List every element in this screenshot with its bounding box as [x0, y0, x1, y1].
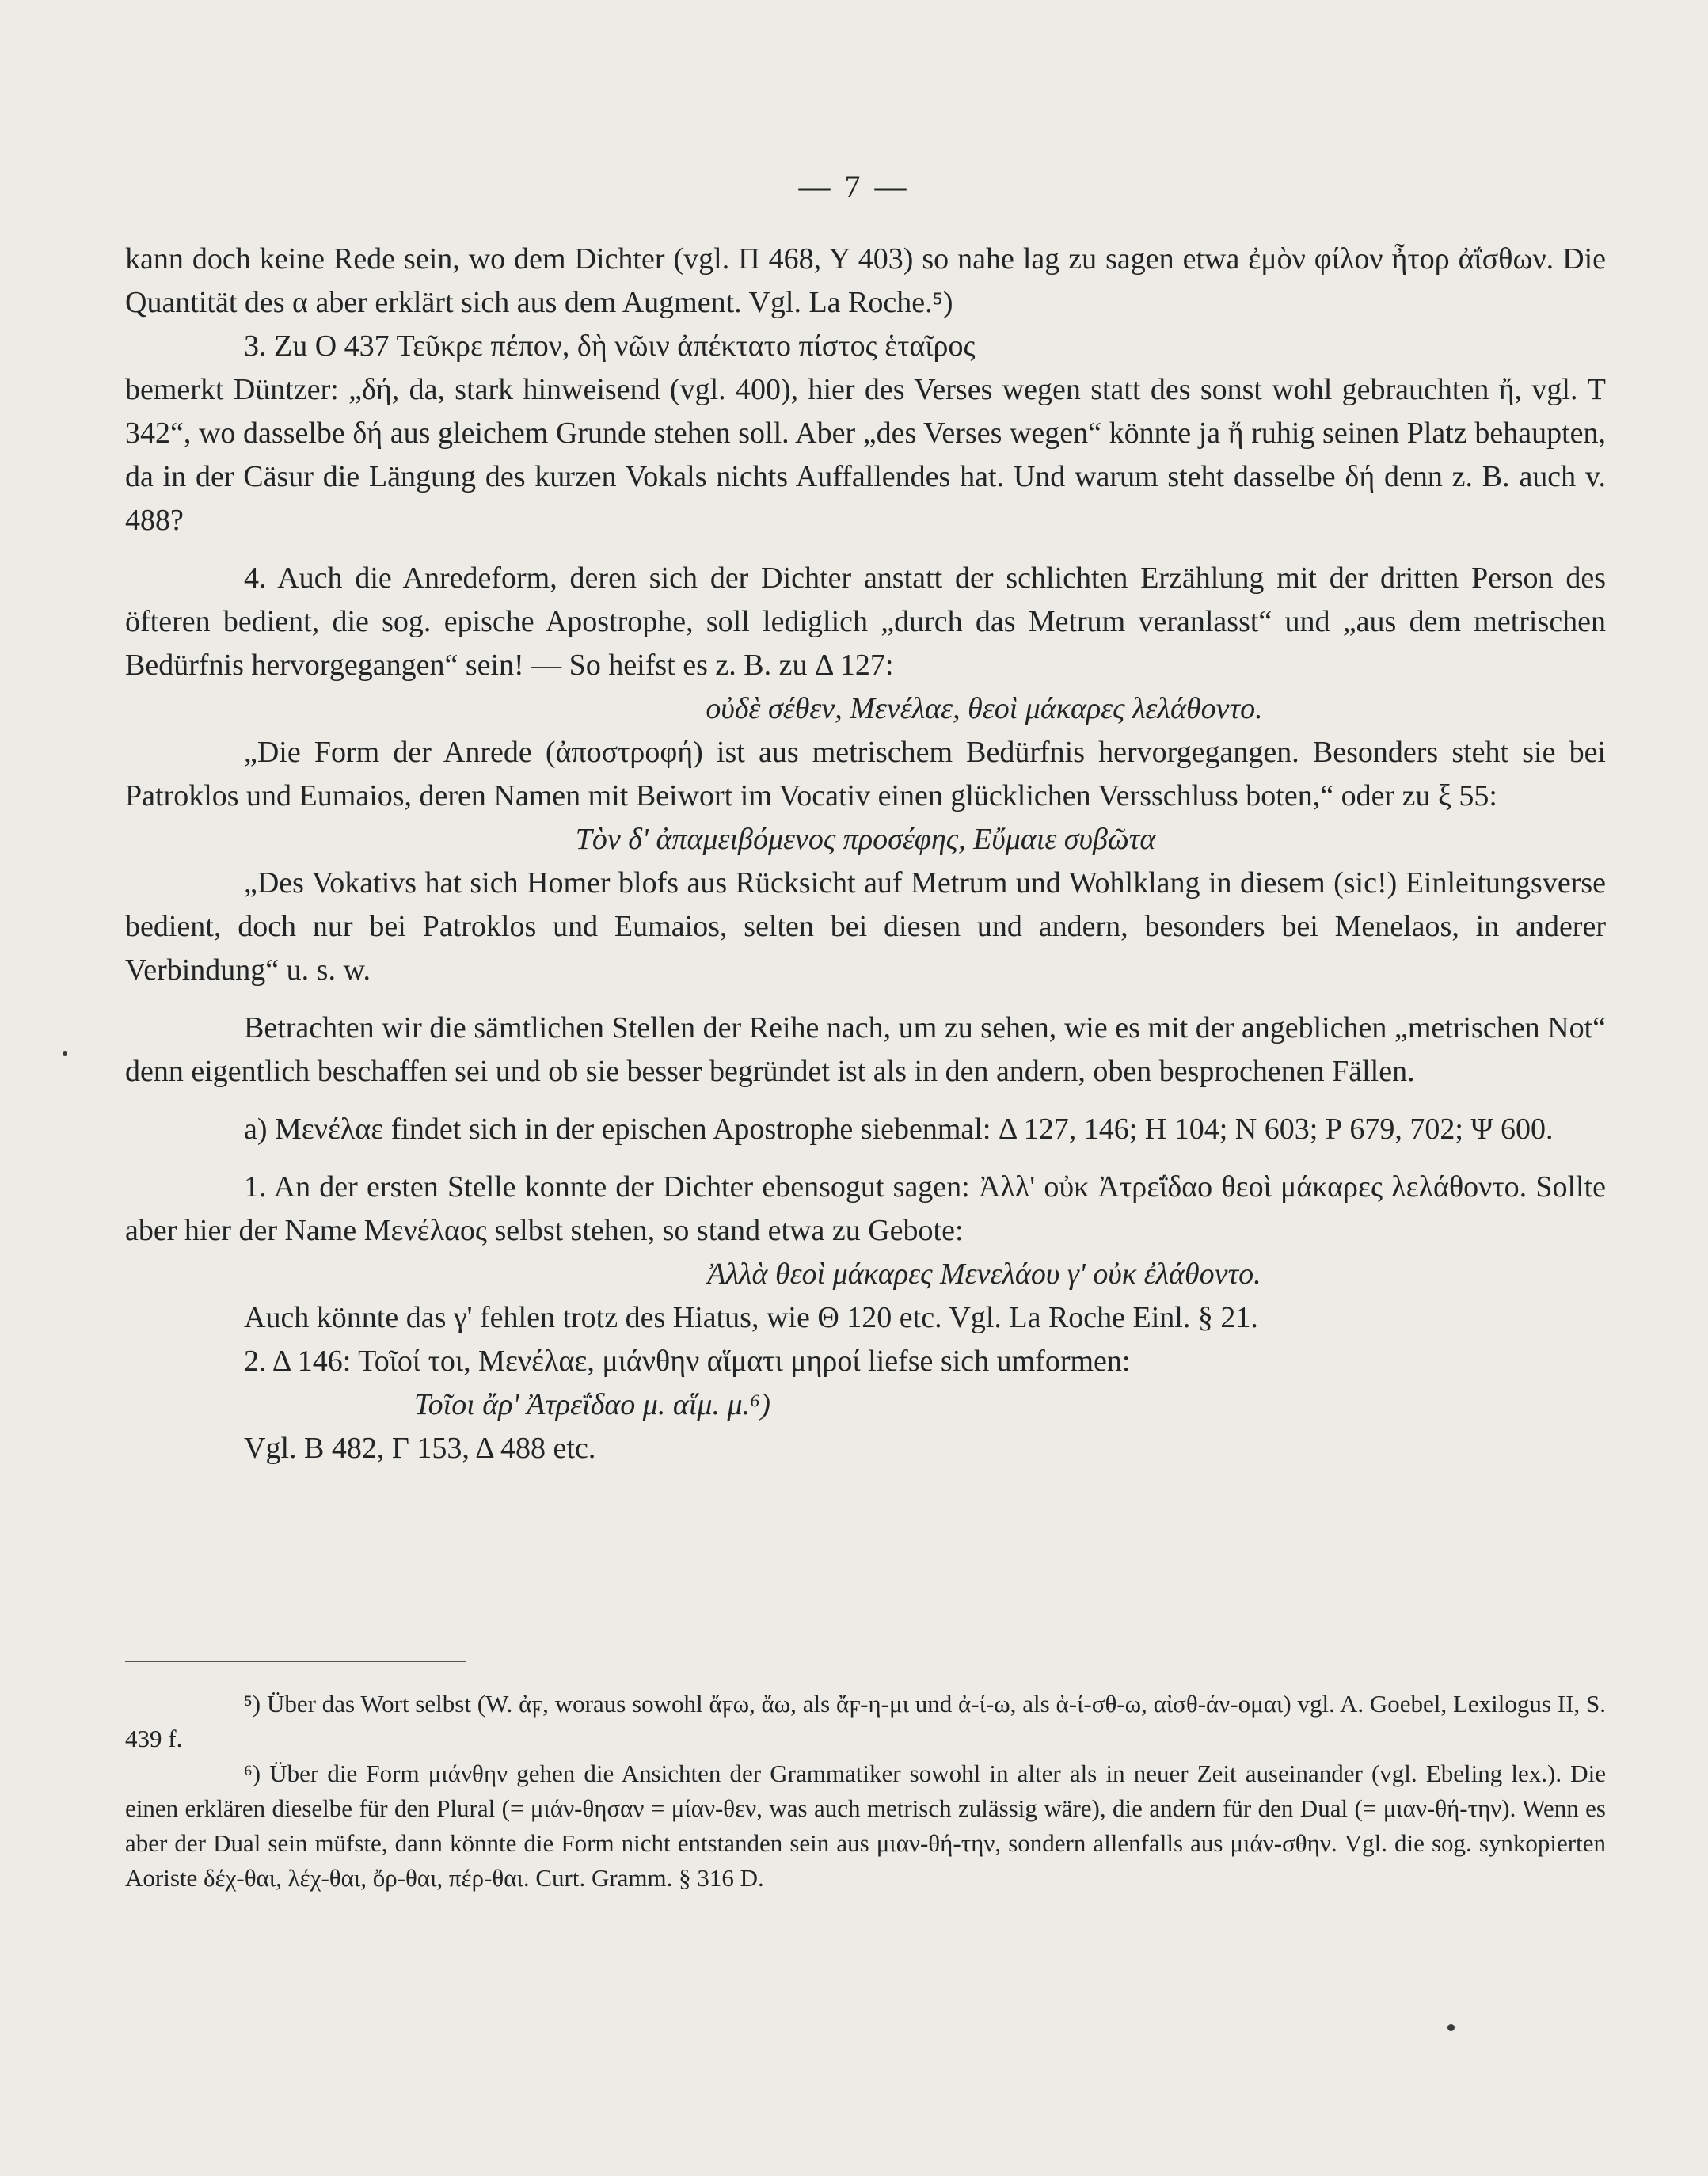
- quote-verse-d127: οὐδὲ σέθεν, Μενέλαε, θεοὶ μάκαρες λελάθοντο.: [706, 692, 1263, 725]
- footnote-5: ⁵) Über das Wort selbst (W. ἀϝ, woraus sowohl ἄϝω, ἄω, als ἄϝ-η-μι und ἀ-ί-ω, als ἀ-ί-σθ-ω, αἰσθ-άν-ομαι) vgl. A. Goebel, Lexilogus II, S. 439 f.: [125, 1690, 1606, 1752]
- page-number: — 7 —: [798, 169, 910, 204]
- quote-verse-alternative: Ἀλλὰ θεοὶ μάκαρες Μενελάου γ' οὐκ ἐλάθοντο.: [707, 1257, 1261, 1291]
- footnotes: [125, 1687, 1606, 1896]
- paragraph-vgl: Vgl. Β 482, Γ 153, Δ 488 etc.: [244, 1432, 596, 1465]
- paragraph-quote-form: „Die Form der Anrede (ἀποστροφή) ist aus metrischem Bedürfnis hervorgegangen. Besonders steht sie bei Patroklos und Eumaios, deren Namen mit Beiwort im Vocativ einen glücklichen Versschluss boten,“ oder zu ξ 55:: [125, 736, 1606, 812]
- scan-speck: [63, 1051, 67, 1056]
- quote-verse-xi55: Τὸν δ' ἀπαμειβόμενος προσέφης, Εὔμαιε συβῶτα: [575, 823, 1156, 856]
- paragraph-item-4: 4. Auch die Anredeform, deren sich der Dichter anstatt der schlichten Erzählung mit der dritten Person des öfteren bedient, die sog. epische Apostrophe, soll lediglich „durch das Metrum veranlasst“ und „aus dem metrischen Bedürfnis hervorgegangen“ sein! — So heifst es z. B. zu Δ 127:: [125, 561, 1606, 682]
- paragraph-item-3: bemerkt Düntzer: „δή, da, stark hinweisend (vgl. 400), hier des Verses wegen statt des sonst wohl gebrauchten ἤ, vgl. Τ 342“, wo dasselbe δή aus gleichem Grunde stehen soll. Aber „des Verses wegen“ könnte ja ἤ ruhig seinen Platz behaupten, da in der Cäsur die Längung des kurzen Vokals nichts Auffallendes hat. Und warum steht dasselbe δή denn z. B. auch v. 488?: [125, 373, 1606, 537]
- paragraph-hiatus: Auch könnte das γ' fehlen trotz des Hiatus, wie Θ 120 etc. Vgl. La Roche Einl. § 21.: [244, 1301, 1258, 1334]
- footnote-6: ⁶) Über die Form μιάνθην gehen die Ansichten der Grammatiker sowohl in alter als in neuer Zeit auseinander (vgl. Ebeling lex.). Die einen erklären dieselbe für den Plural (= μιάν-θησαν = μίαν-θεν, was auch metrisch zulässig wäre), die andern für den Dual (= μιαν-θή-την). Wenn es aber der Dual sein müfste, dann könnte die Form nicht entstanden sein aus μιαν-θή-την, sondern allenfalls aus μιάν-σθην. Vgl. die sog. synkopierten Aoriste δέχ-θαι, λέχ-θαι, ὄρ-θαι, πέρ-θαι. Curt. Gramm. § 316 D.: [125, 1759, 1606, 1892]
- footnote-divider: [125, 1661, 466, 1662]
- quote-verse-umformung: Τοῖοι ἄρ' Ἀτρεΐδαο μ. αἵμ. μ.⁶): [414, 1388, 770, 1421]
- paragraph-betrachten: Betrachten wir die sämtlichen Stellen der Reihe nach, um zu sehen, wie es mit der angeblichen „metrischen Not“ denn eigentlich beschaffen sei und ob sie besser begründet ist als in den andern, oben besprochenen Fällen.: [125, 1011, 1606, 1088]
- scan-speck: [1447, 2024, 1455, 2031]
- paragraph-item-1: 1. An der ersten Stelle konnte der Dichter ebensogut sagen: Ἀλλ' οὐκ Ἀτρεΐδαο θεοὶ μάκαρες λελάθοντο. Sollte aber hier der Name Μενέλαος selbst stehen, so stand etwa zu Gebote:: [125, 1170, 1606, 1247]
- paragraph-item-a: a) Μενέλαε findet sich in der epischen Apostrophe siebenmal: Δ 127, 146; Η 104; Ν 603; Ρ 679, 702; Ψ 600.: [244, 1113, 1554, 1146]
- paragraph-item-2: 2. Δ 146: Τοῖοί τοι, Μενέλαε, μιάνθην αἵματι μηροί liefse sich umformen:: [244, 1345, 1131, 1378]
- paragraph-quote-vokativ: „Des Vokativs hat sich Homer blofs aus Rücksicht auf Metrum und Wohlklang in diesem (sic!) Einleitungsverse bedient, doch nur bei Patroklos und Eumaios, selten bei diesen und andern, besonders bei Menelaos, in anderer Verbindung“ u. s. w.: [125, 866, 1606, 987]
- paragraph-item-3-intro: 3. Zu Ο 437 Τεῦκρε πέπον, δὴ νῶιν ἀπέκτατο πίστος ἑταῖρος: [244, 329, 976, 363]
- paragraph-continuation: kann doch keine Rede sein, wo dem Dichter (vgl. Π 468, Υ 403) so nahe lag zu sagen etwa ἐμὸν φίλον ἦτορ ἀΐσθων. Die Quantität des α aber erklärt sich aus dem Augment. Vgl. La Roche.⁵): [125, 242, 1606, 319]
- main-text: [125, 238, 1606, 1470]
